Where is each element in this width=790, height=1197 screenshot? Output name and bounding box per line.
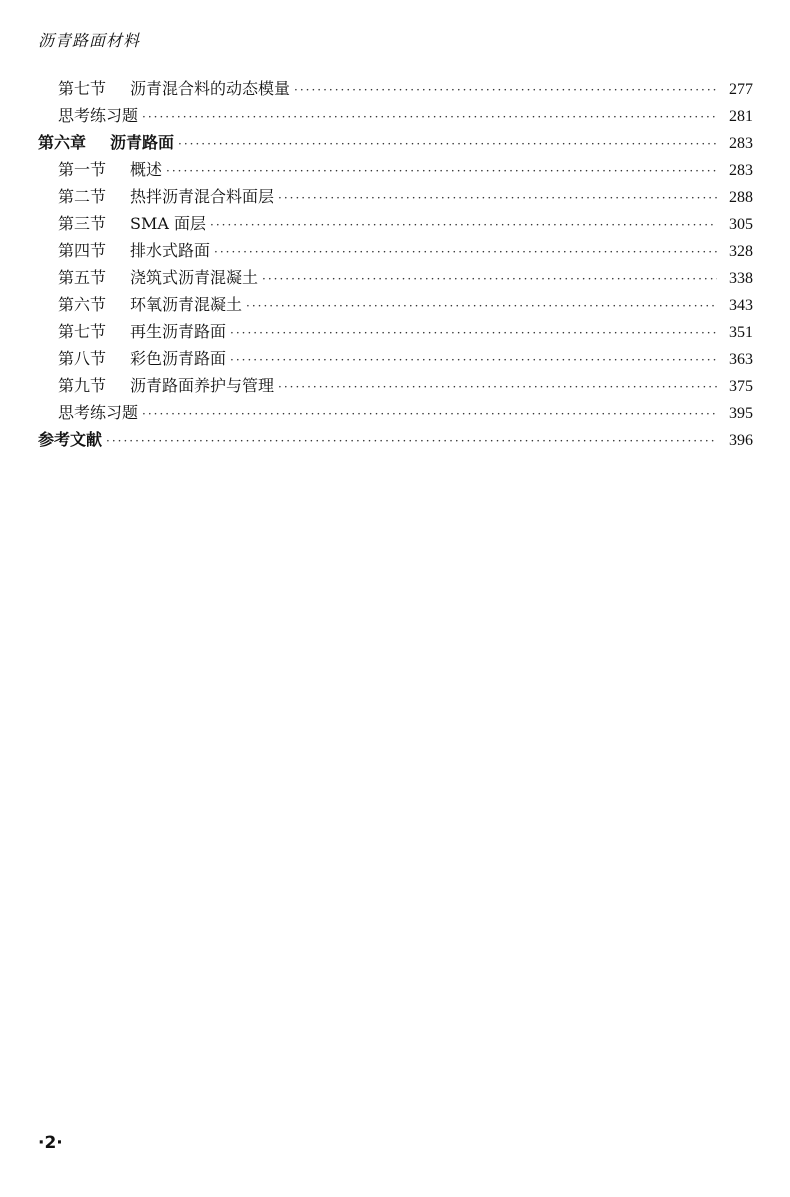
- toc-entry-number: 第九节: [58, 376, 107, 395]
- toc-entry-number: 第七节: [58, 322, 107, 341]
- toc-entry-number: 第二节: [58, 187, 107, 206]
- toc-entry-title: 环氧沥青混凝土: [130, 295, 243, 314]
- toc-page-number: 305: [729, 216, 753, 233]
- dot-leader: [106, 428, 717, 455]
- toc-section-row[interactable]: [38, 318, 753, 345]
- dot-leader: [262, 266, 717, 293]
- dot-leader: [178, 131, 717, 158]
- toc-entry-title: 参考文献: [38, 430, 103, 449]
- dot-leader: [230, 320, 717, 347]
- table-of-contents: [38, 75, 753, 453]
- toc-entry-title: 概述: [130, 160, 163, 179]
- dot-leader: [210, 212, 717, 239]
- dot-leader: [230, 347, 717, 374]
- toc-entry-number: 第六节: [58, 295, 107, 314]
- toc-entry-title: 热拌沥青混合料面层: [130, 187, 275, 206]
- toc-page-number: 363: [729, 351, 753, 368]
- toc-entry-title: 再生沥青路面: [130, 322, 227, 341]
- toc-entry-number: 第七节: [58, 79, 107, 98]
- toc-entry-number: 第六章: [38, 133, 87, 152]
- toc-entry-title: 思考练习题: [58, 403, 139, 422]
- toc-section-row[interactable]: [38, 183, 753, 210]
- toc-entry-title: 思考练习题: [58, 106, 139, 125]
- toc-section-row[interactable]: [38, 102, 753, 129]
- toc-page-number: 283: [729, 162, 753, 179]
- toc-entry-title: 沥青混合料的动态模量: [130, 79, 291, 98]
- toc-section-row[interactable]: [38, 210, 753, 237]
- toc-entry-number: 第五节: [58, 268, 107, 287]
- toc-section-row[interactable]: [38, 156, 753, 183]
- toc-page-number: 351: [729, 324, 753, 341]
- dot-leader: [278, 374, 717, 401]
- toc-page-number: 281: [729, 108, 753, 125]
- dot-leader: [294, 77, 717, 104]
- dot-leader: [142, 401, 717, 428]
- toc-chapter-row[interactable]: [38, 426, 753, 453]
- toc-entry-title: 浇筑式沥青混凝土: [130, 268, 259, 287]
- toc-chapter-row[interactable]: [38, 129, 753, 156]
- toc-entry-number: 第四节: [58, 241, 107, 260]
- dot-leader: [142, 104, 717, 131]
- toc-section-row[interactable]: [38, 291, 753, 318]
- toc-entry-title: 沥青路面养护与管理: [130, 376, 275, 395]
- dot-leader: [278, 185, 717, 212]
- dot-leader: [246, 293, 717, 320]
- toc-page-number: 396: [729, 432, 753, 449]
- toc-entry-title: 排水式路面: [130, 241, 211, 260]
- page-number: ·2·: [38, 1133, 63, 1153]
- toc-page-number: 288: [729, 189, 753, 206]
- toc-entry-title: SMA 面层: [130, 214, 206, 233]
- toc-section-row[interactable]: [38, 237, 753, 264]
- toc-page-number: 338: [729, 270, 753, 287]
- toc-page-number: 395: [729, 405, 753, 422]
- toc-entry-number: 第八节: [58, 349, 107, 368]
- running-header: 沥青路面材料: [38, 31, 141, 50]
- toc-section-row[interactable]: [38, 75, 753, 102]
- dot-leader: [166, 158, 717, 185]
- toc-page-number: 343: [729, 297, 753, 314]
- toc-entry-number: 第三节: [58, 214, 107, 233]
- toc-section-row[interactable]: [38, 372, 753, 399]
- toc-page-number: 283: [729, 135, 753, 152]
- toc-entry-title: 彩色沥青路面: [130, 349, 227, 368]
- toc-entry-title: 沥青路面: [110, 133, 175, 152]
- toc-section-row[interactable]: [38, 345, 753, 372]
- toc-section-row[interactable]: [38, 264, 753, 291]
- toc-entry-number: 第一节: [58, 160, 107, 179]
- toc-section-row[interactable]: [38, 399, 753, 426]
- toc-page-number: 277: [729, 81, 753, 98]
- toc-page-number: 375: [729, 378, 753, 395]
- toc-page-number: 328: [729, 243, 753, 260]
- dot-leader: [214, 239, 717, 266]
